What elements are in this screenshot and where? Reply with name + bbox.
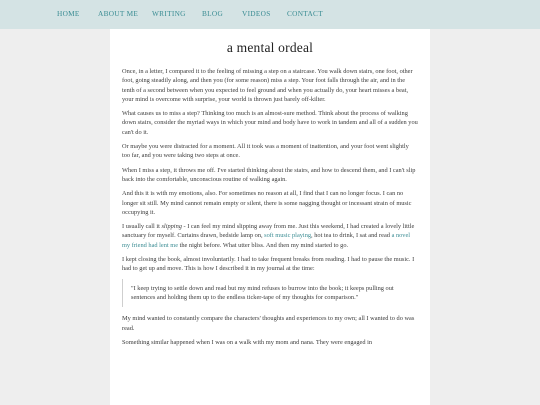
- paragraph-4: When I miss a step, it throws me off. I've started thinking about the stairs, and how to descend them, and I can't slip back into the comfortable, unconscious routine of walking again.: [122, 166, 416, 183]
- paragraph-3: Or maybe you were distracted for a moment. All it took was a moment of inattention, and your foot went slightly too far, and you were taking two steps at once.: [122, 143, 409, 160]
- paragraph-1: Once, in a letter, I compared it to the feeling of missing a step on a staircase. You walk down stairs, one foot, other foot, going steadily along, and then you (for some reason) miss a step. Your foot falls through the air, and in the tenth of a second between when you expected to feel ground and when you actually do, your heart misses a beat, your mind is overcome with surprise, your world is thrown just barely off-kilter.: [122, 68, 413, 103]
- paragraph-7: I kept closing the book, almost involuntarily. I had to take frequent breaks from reading. I had to pause the music. I had to get up and move. This is how I described it in my journal at the time:: [122, 256, 415, 273]
- slipping-emphasis: slipping: [161, 223, 182, 231]
- content-page: [110, 29, 430, 405]
- paragraph-9: Something similar happened when I was on a walk with my mom and nana. They were engaged in: [122, 338, 373, 346]
- paragraph-6-text-4: the night before. What utter bliss. And then my mind started to go.: [178, 241, 349, 249]
- paragraph-5: And this it is with my emotions, also. For sometimes no reason at all, I find that I can no longer focus. I can no longer sit still. My mind cannot remain empty or silent, there is some nagging thought or incessant strain of music occupying it.: [122, 190, 412, 216]
- soft-music-link[interactable]: soft music playing: [264, 232, 312, 240]
- paragraph-8: My mind wanted to constantly compare the characters' thoughts and experiences to my own; all I wanted to do was read.: [122, 315, 415, 332]
- paragraph-6-text-1: I usually call it: [122, 223, 162, 231]
- paragraph-6: [122, 222, 418, 250]
- blog-post: [122, 29, 418, 352]
- journal-quote: "I keep trying to settle down and read but my mind refuses to burrow into the book; it keeps pulling out sentences and holding them up to the endless ticker-tape of my thoughts for comparison.": [122, 279, 409, 308]
- paragraph-2: What causes us to miss a step? Thinking too much is an almost-sure method. Think about the process of walking down stairs, consider the myriad ways in which your mind and body have to work in tandem and all of a sudden you can't do it.: [122, 110, 418, 136]
- nav-home[interactable]: HOME: [57, 9, 80, 18]
- nav-writing[interactable]: WRITING: [152, 9, 186, 18]
- paragraph-6-text-2: - I can feel my mind slipping away from me. Just this weekend, I had created a lovely little sanctuary for myself. Curtains drawn, bedside lamp on,: [122, 223, 415, 240]
- nav-about-me[interactable]: ABOUT ME: [98, 9, 139, 18]
- nav-contact[interactable]: CONTACT: [287, 9, 323, 18]
- top-navigation: [0, 0, 540, 29]
- nav-blog[interactable]: BLOG: [202, 9, 224, 18]
- nav-videos[interactable]: VIDEOS: [242, 9, 271, 18]
- paragraph-6-text-3: , hot tea to drink, I sat and read: [311, 232, 392, 240]
- nav-list: [0, 0, 540, 29]
- post-title: a mental ordeal: [226, 40, 314, 55]
- novel-link[interactable]: a novel my friend had lent me: [122, 232, 411, 249]
